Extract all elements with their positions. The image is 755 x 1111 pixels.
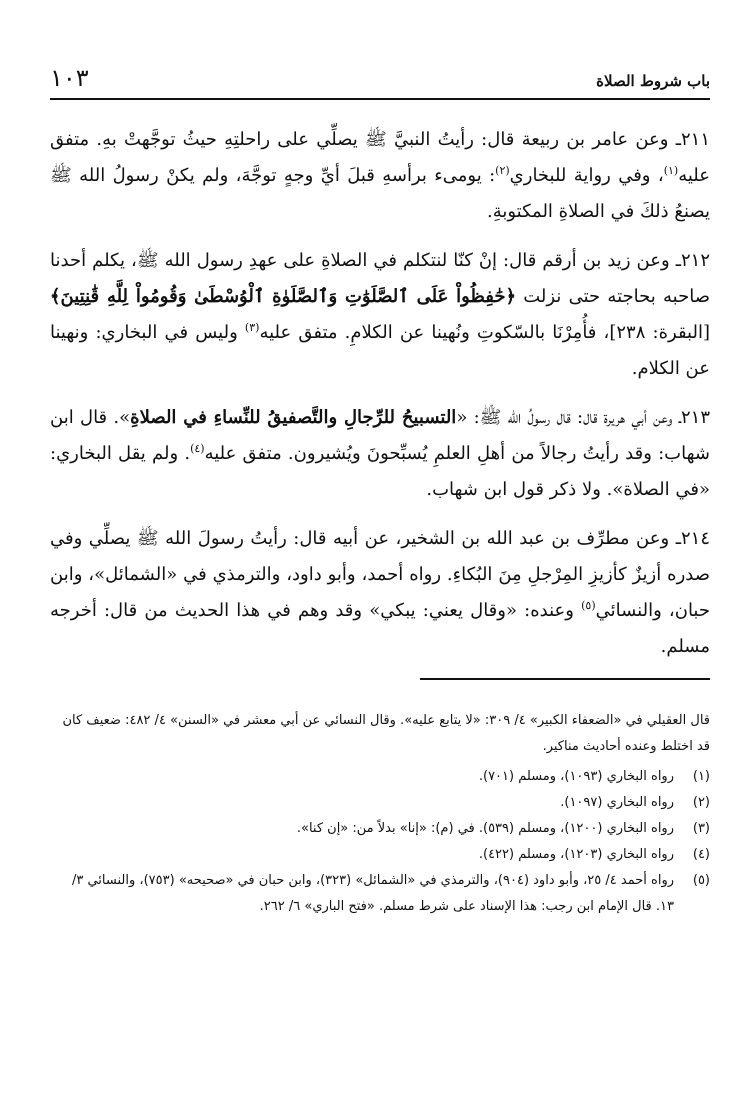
chapter-title: باب شروط الصلاة: [596, 72, 710, 90]
text-segment: ـ وعن أبي هريرة قال: قال رسولُ الله ﷺ: «: [456, 407, 681, 428]
footnote-text: رواه البخاري (١٢٠٠)، ومسلم (٥٣٩). في (م): «إنا» بدلاً من: «إن كنا».: [296, 821, 674, 836]
hadith-text: [50, 129, 710, 222]
hadith-number: ٢١٤: [680, 528, 710, 549]
footnote-marker: (٢): [692, 795, 710, 810]
footnote-item: [50, 816, 710, 842]
hadith-paragraph: [50, 122, 710, 230]
footnote-reference: (٢): [495, 164, 510, 177]
footnote-text: رواه البخاري (١٠٩٧).: [560, 795, 674, 810]
footnote-item: [50, 868, 710, 920]
hadith-text: [50, 407, 710, 500]
page-number: ١٠٣: [50, 64, 89, 92]
footnote-reference: (٥): [581, 599, 596, 612]
footnote-item: [50, 790, 710, 816]
text-segment: وليس في البخاري: ونهينا عن الكلام.: [50, 322, 710, 379]
text-segment: : يومىء برأسهِ قبلَ أيِّ وجهٍ توجَّهَ، ولم يكنْ رسولُ الله ﷺ يصنعُ ذلكَ في الصلاةِ المكتوبةِ.: [50, 165, 710, 222]
hadith-paragraph: [50, 243, 710, 387]
footnote-marker: (٣): [692, 821, 710, 836]
footnote-item: [50, 764, 710, 790]
hadith-paragraph: [50, 521, 710, 665]
main-text: [50, 122, 710, 665]
footnote-reference: (٤): [190, 442, 205, 455]
prophet-quote: التسبيحُ للرِّجالِ والتَّصفيقُ للنِّساءِ في الصلاةِ: [130, 407, 457, 428]
text-segment: ـ وعن عامر بن ربيعة قال: رأيتُ النبيَّ ﷺ يصلِّي على راحلتِهِ حيثُ توجَّهتْ بهِ. متفق عليه: [50, 129, 710, 186]
hadith-number: ٢١١: [680, 129, 710, 150]
footnote-marker: (١): [692, 769, 710, 784]
hadith-text: [50, 250, 710, 379]
footnote-marker: (٤): [692, 847, 710, 862]
footnote-marker: (٥): [692, 873, 710, 888]
text-segment: . ولم يقل البخاري: «في الصلاة». ولا ذكر قول ابن شهاب.: [50, 443, 710, 500]
text-segment: ـ وعن زيد بن أرقم قال: إنْ كنّا لنتكلم في الصلاةِ على عهدِ رسول الله ﷺ، يكلم أحدنا صاحبه بحاجته حتى نزلت: [50, 250, 710, 307]
hadith-number: ٢١٢: [680, 250, 710, 271]
hadith-number: ٢١٣: [680, 407, 710, 428]
footnote-continuation: قال العقيلي في «الضعفاء الكبير» ٤/ ٣٠٩: «لا يتابع عليه». وقال النسائي عن أبي معشر في «السنن» ٤/ ٤٨٢: ضعيف كان قد اختلط وعنده أحاديث مناكير.: [62, 713, 710, 754]
footnote-text: رواه البخاري (١٠٩٣)، ومسلم (٧٠١).: [478, 769, 674, 784]
text-segment: ». قال ابن شهاب: وقد رأيتُ رجالاً من أهلِ العلمِ يُسبِّحونَ ويُشيرون. متفق عليه: [50, 407, 710, 464]
footnote-reference: (١): [663, 164, 679, 177]
footnote-text: رواه البخاري (١٢٠٣)، ومسلم (٤٢٢).: [478, 847, 674, 862]
text-segment: ، وفي رواية للبخاري: [509, 165, 664, 186]
footnote-list: [50, 764, 710, 920]
footnote-text: رواه أحمد ٤/ ٢٥، وأبو داود (٩٠٤)، والترمذي في «الشمائل» (٣٢٣)، وابن حبان في «صحيحه» (٧٥٣)، والنسائي ٣/ ١٣. قال الإمام ابن رجب: هذا الإسناد على شرط مسلم. «فتح الباري» ٦/ ٢٦٢.: [71, 873, 674, 914]
quran-verse: ﴿حَٰفِظُواْ عَلَى ٱلصَّلَوَٰتِ وَٱلصَّلَوٰةِ ٱلْوُسْطَىٰ وَقُومُواْ لِلَّهِ قَٰنِتِينَ﴾: [50, 286, 516, 307]
text-segment: [البقرة: ٢٣٨]، فأُمِرْنَا بالسّكوتِ ونُهينا عن الكلامِ. متفق عليه: [259, 322, 710, 343]
book-page: [50, 58, 710, 1088]
footnote-item: [50, 842, 710, 868]
footnotes: [50, 708, 710, 920]
text-segment: وعنده: «وقال يعني: يبكي» وقد وهم في هذا الحديث من قال: أخرجه مسلم.: [50, 600, 710, 657]
footnote-reference: (٣): [244, 321, 260, 334]
hadith-paragraph: [50, 400, 710, 508]
hadith-text: [50, 528, 710, 657]
footnote-separator: [420, 678, 710, 680]
page-header: [50, 58, 710, 100]
text-segment: ـ وعن مطرِّف بن عبد الله بن الشخير، عن أبيه قال: رأيتُ رسولَ الله ﷺ يصلِّي وفي صدره أزيزٌ كأزيزِ المِرْجلِ مِنَ البُكاءِ. رواه أحمد، وأبو داود، والترمذي في «الشمائل»، وابن حبان، والنسائي: [50, 528, 710, 621]
